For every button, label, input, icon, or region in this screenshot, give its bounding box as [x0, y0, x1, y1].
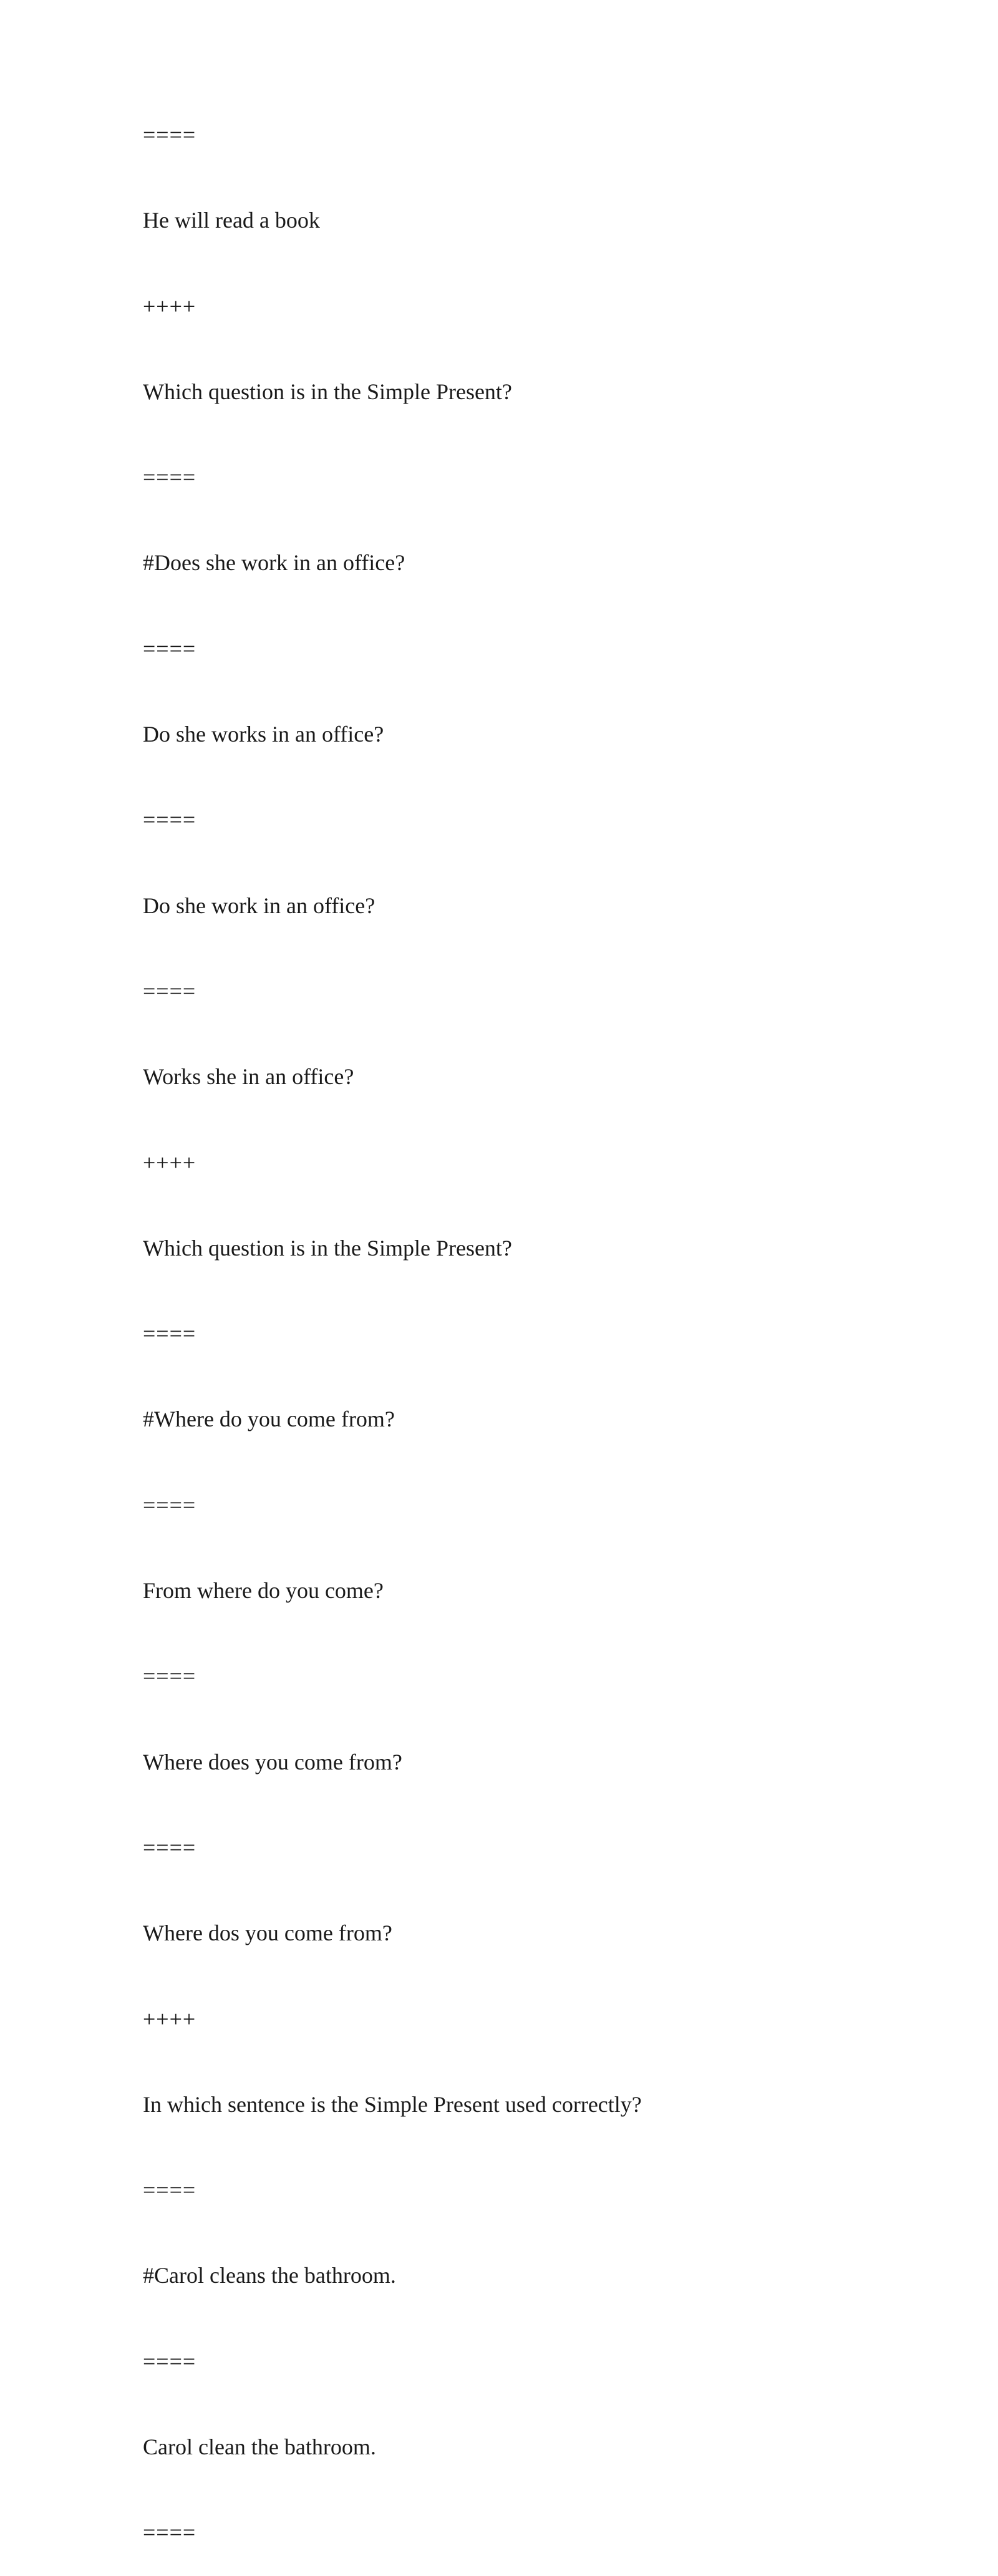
answer-separator: ====	[143, 1321, 196, 1347]
answer-separator: ====	[143, 2520, 196, 2545]
answer-separator: ====	[143, 465, 196, 490]
correct-answer-option: #Does she work in an office?	[143, 550, 405, 576]
document-body	[143, 92, 854, 2576]
answer-separator: ====	[143, 807, 196, 833]
answer-separator: ====	[143, 1663, 196, 1689]
answer-separator: ====	[143, 978, 196, 1004]
answer-separator: ====	[143, 1492, 196, 1518]
question-separator: ++++	[143, 1150, 196, 1175]
answer-option: Where does you come from?	[143, 1749, 402, 1775]
answer-separator: ====	[143, 2348, 196, 2374]
answer-option: From where do you come?	[143, 1578, 384, 1604]
correct-answer-option: #Where do you come from?	[143, 1407, 395, 1432]
correct-answer-option: #Carol cleans the bathroom.	[143, 2263, 396, 2288]
answer-separator: ====	[143, 636, 196, 661]
question-text: In which sentence is the Simple Present used correctly?	[143, 2091, 642, 2117]
question-text: Which question is in the Simple Present?	[143, 1235, 512, 1261]
question-separator: ++++	[143, 293, 196, 319]
answer-option: Do she work in an office?	[143, 893, 375, 918]
answer-option: Do she works in an office?	[143, 722, 384, 747]
answer-option: He will read a book	[143, 208, 320, 233]
question-separator: ++++	[143, 2006, 196, 2031]
question-text: Which question is in the Simple Present?	[143, 379, 512, 404]
answer-option: Carol clean the bathroom.	[143, 2434, 376, 2460]
answer-option: Works she in an office?	[143, 1064, 354, 1090]
answer-separator: ====	[143, 122, 196, 147]
answer-option: Where dos you come from?	[143, 1920, 392, 1946]
answer-separator: ====	[143, 2177, 196, 2203]
answer-separator: ====	[143, 1834, 196, 1860]
